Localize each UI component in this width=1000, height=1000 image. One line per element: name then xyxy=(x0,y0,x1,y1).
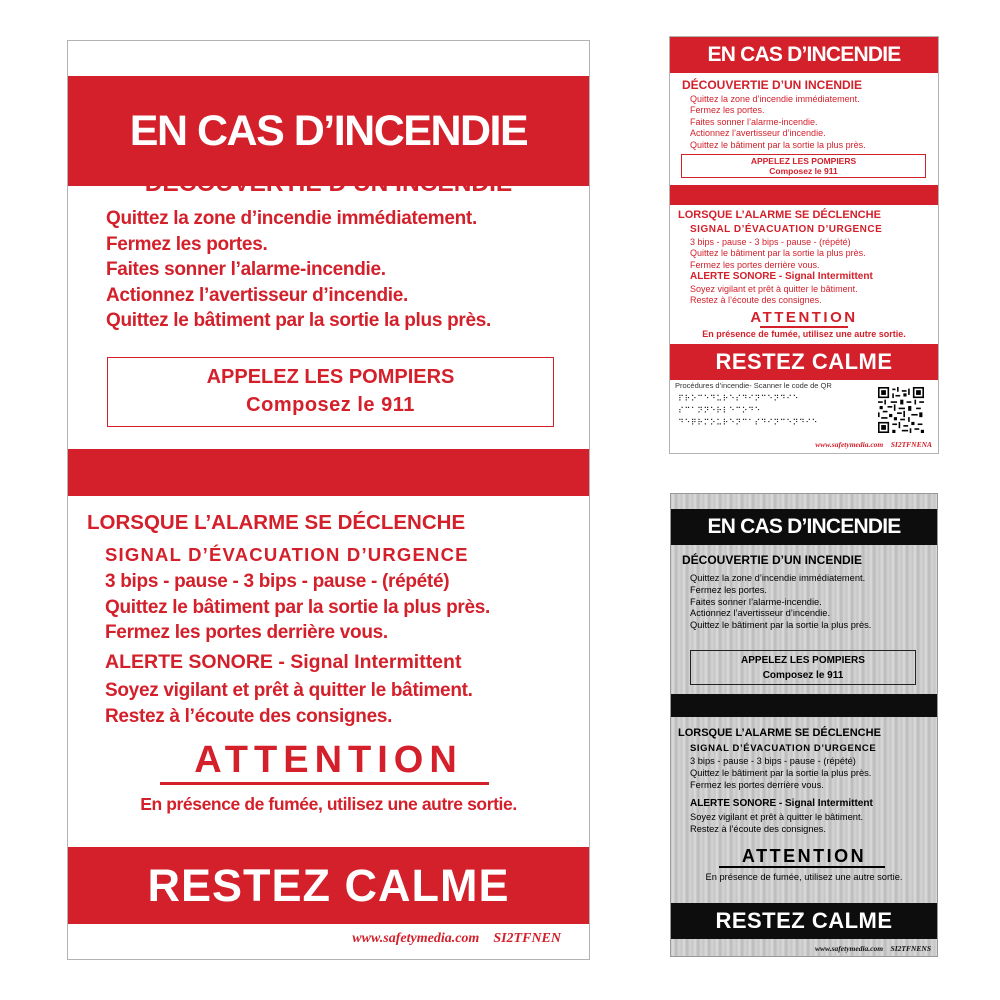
divider-band xyxy=(671,694,937,717)
attention-heading: ATTENTION xyxy=(750,309,858,326)
calm-band xyxy=(671,903,937,939)
call-line-2: Composez le 911 xyxy=(769,166,838,176)
discovery-line: Quittez le bâtiment par la sortie la plus près. xyxy=(690,139,866,150)
discovery-line: Fermez les portes. xyxy=(690,584,767,595)
attention-heading: ATTENTION xyxy=(194,739,463,781)
divider-band xyxy=(68,449,589,496)
calm-band xyxy=(68,847,589,924)
title-band xyxy=(670,37,938,73)
discovery-heading: DÉCOUVERTIE D’UN INCENDIE xyxy=(682,78,863,92)
alert-line: Restez à l’écoute des consignes. xyxy=(105,705,393,727)
discovery-line: Fermez les portes. xyxy=(106,233,268,255)
evac-heading: SIGNAL D’ÉVACUATION D’URGENCE xyxy=(105,544,469,565)
sign-title: EN CAS D’INCENDIE xyxy=(129,107,528,155)
alert-line: Soyez vigilant et prêt à quitter le bâtiment. xyxy=(105,680,473,701)
evac-heading: SIGNAL D’ÉVACUATION D’URGENCE xyxy=(690,743,877,754)
discovery-line: Quittez le bâtiment par la sortie la plus près. xyxy=(106,310,492,331)
evac-line: Fermez les portes derrière vous. xyxy=(690,259,820,270)
alert-heading: ALERTE SONORE - Signal Intermittent xyxy=(690,798,873,809)
call-line-1: APPELEZ LES POMPIERS xyxy=(750,156,857,166)
discovery-line: Quittez la zone d’incendie immédiatement. xyxy=(690,94,860,104)
evac-heading: SIGNAL D’ÉVACUATION D’URGENCE xyxy=(690,224,883,235)
attention-underline xyxy=(160,782,489,785)
smoke-warning: En présence de fumée, utilisez une autre sortie. xyxy=(702,329,906,339)
evac-list xyxy=(690,237,938,271)
fire-sign-large xyxy=(67,40,590,960)
call-line-2: Composez le 911 xyxy=(246,394,415,416)
call-line-1: APPELEZ LES POMPIERS xyxy=(741,655,865,666)
alert-line: Restez à l’écoute des consignes. xyxy=(690,823,826,834)
fire-sign-small xyxy=(669,36,939,454)
calm-band xyxy=(670,344,938,380)
smoke-warning: En présence de fumée, utilisez une autre sortie. xyxy=(705,872,903,882)
discovery-list xyxy=(690,573,937,632)
alert-list xyxy=(690,812,937,836)
attention-heading: ATTENTION xyxy=(741,846,867,866)
alert-list xyxy=(690,284,938,307)
alert-line: Soyez vigilant et prêt à quitter le bâtiment. xyxy=(690,284,858,294)
fire-sign-silver xyxy=(670,493,938,957)
footer-text: www.safetymedia.com SI2TFNEN xyxy=(352,931,561,946)
evac-list xyxy=(690,756,937,791)
call-line-2: Composez le 911 xyxy=(762,670,844,681)
footer-text: www.safetymedia.com SI2TFNENA xyxy=(815,440,932,449)
qr-caption: Procédures d’incendie- Scanner le code de QR xyxy=(675,381,832,390)
discovery-line: Quittez le bâtiment par la sortie la plus près. xyxy=(690,620,872,631)
discovery-line: Actionnez l’avertisseur d’incendie. xyxy=(690,128,826,139)
evac-line: Quittez le bâtiment par la sortie la plus près. xyxy=(105,596,491,618)
call-firefighters-box xyxy=(681,154,926,178)
smoke-warning-wrap xyxy=(671,872,937,884)
alert-heading: ALERTE SONORE - Signal Intermittent xyxy=(105,651,462,673)
divider-band xyxy=(670,185,938,205)
evac-line: Quittez le bâtiment par la sortie la plus près. xyxy=(690,767,872,778)
discovery-list xyxy=(106,206,589,334)
alarm-heading: LORSQUE L’ALARME SE DÉCLENCHE xyxy=(678,209,881,221)
call-firefighters-box xyxy=(690,650,916,685)
calm-text: RESTEZ CALME xyxy=(715,349,893,374)
discovery-line: Quittez la zone d’incendie immédiatement. xyxy=(106,208,477,229)
evac-line: Fermez les portes derrière vous. xyxy=(105,622,388,643)
braille-line: ⠏⠗⠕⠉⠑⠙⠥⠗⠑⠎⠙⠊⠝⠉⠑⠝⠙⠊⠑ xyxy=(678,394,799,403)
alert-line: Soyez vigilant et prêt à quitter le bâtiment. xyxy=(690,812,864,822)
discovery-line: Actionnez l’avertisseur d’incendie. xyxy=(690,608,831,619)
title-band xyxy=(671,509,937,545)
call-firefighters-box xyxy=(107,357,554,427)
alert-list xyxy=(105,678,589,729)
calm-text: RESTEZ CALME xyxy=(147,860,510,911)
sign-title: EN CAS D’INCENDIE xyxy=(707,43,901,66)
alarm-heading: LORSQUE L’ALARME SE DÉCLENCHE xyxy=(678,727,881,739)
alarm-heading: LORSQUE L’ALARME SE DÉCLENCHE xyxy=(87,511,466,534)
braille-line: ⠎⠉⠁⠝⠝⠑⠗⠇⠑⠉⠕⠙⠑ xyxy=(678,406,761,415)
evac-line: Quittez le bâtiment par la sortie la plus près. xyxy=(690,248,866,259)
call-line-1: APPELEZ LES POMPIERS xyxy=(206,366,455,388)
qr-code-icon xyxy=(878,387,924,433)
alert-line: Restez à l’écoute des consignes. xyxy=(690,295,822,306)
discovery-heading: DÉCOUVERTIE D’UN INCENDIE xyxy=(144,170,513,197)
discovery-line: Faites sonner l’alarme-incendie. xyxy=(690,116,818,127)
discovery-line: Quittez la zone d’incendie immédiatement. xyxy=(690,573,866,583)
evac-line: 3 bips - pause - 3 bips - pause - (répété) xyxy=(690,756,856,766)
evac-line: 3 bips - pause - 3 bips - pause - (répété) xyxy=(105,571,450,592)
evac-line: Fermez les portes derrière vous. xyxy=(690,779,824,790)
evac-list xyxy=(105,569,589,646)
footer-text: www.safetymedia.com SI2TFNENS xyxy=(815,944,931,953)
discovery-line: Actionnez l’avertisseur d’incendie. xyxy=(106,284,409,306)
attention-underline xyxy=(719,866,885,868)
discovery-line: Fermez les portes. xyxy=(690,105,765,116)
calm-text: RESTEZ CALME xyxy=(715,908,893,933)
smoke-warning: En présence de fumée, utilisez une autre sortie. xyxy=(140,794,517,814)
alert-heading: ALERTE SONORE - Signal Intermittent xyxy=(690,271,873,282)
evac-line: 3 bips - pause - 3 bips - pause - (répété) xyxy=(690,237,851,247)
braille-line: ⠙⠑⠟⠗⠍⠕⠥⠗⠑⠝⠉⠁⠎⠙⠊⠝⠉⠑⠝⠙⠊⠑ xyxy=(678,418,818,427)
discovery-heading: DÉCOUVERTIE D’UN INCENDIE xyxy=(682,553,863,567)
discovery-line: Faites sonner l’alarme-incendie. xyxy=(106,259,386,280)
sign-title: EN CAS D’INCENDIE xyxy=(707,515,901,538)
discovery-list xyxy=(690,94,938,151)
discovery-line: Faites sonner l’alarme-incendie. xyxy=(690,596,822,607)
